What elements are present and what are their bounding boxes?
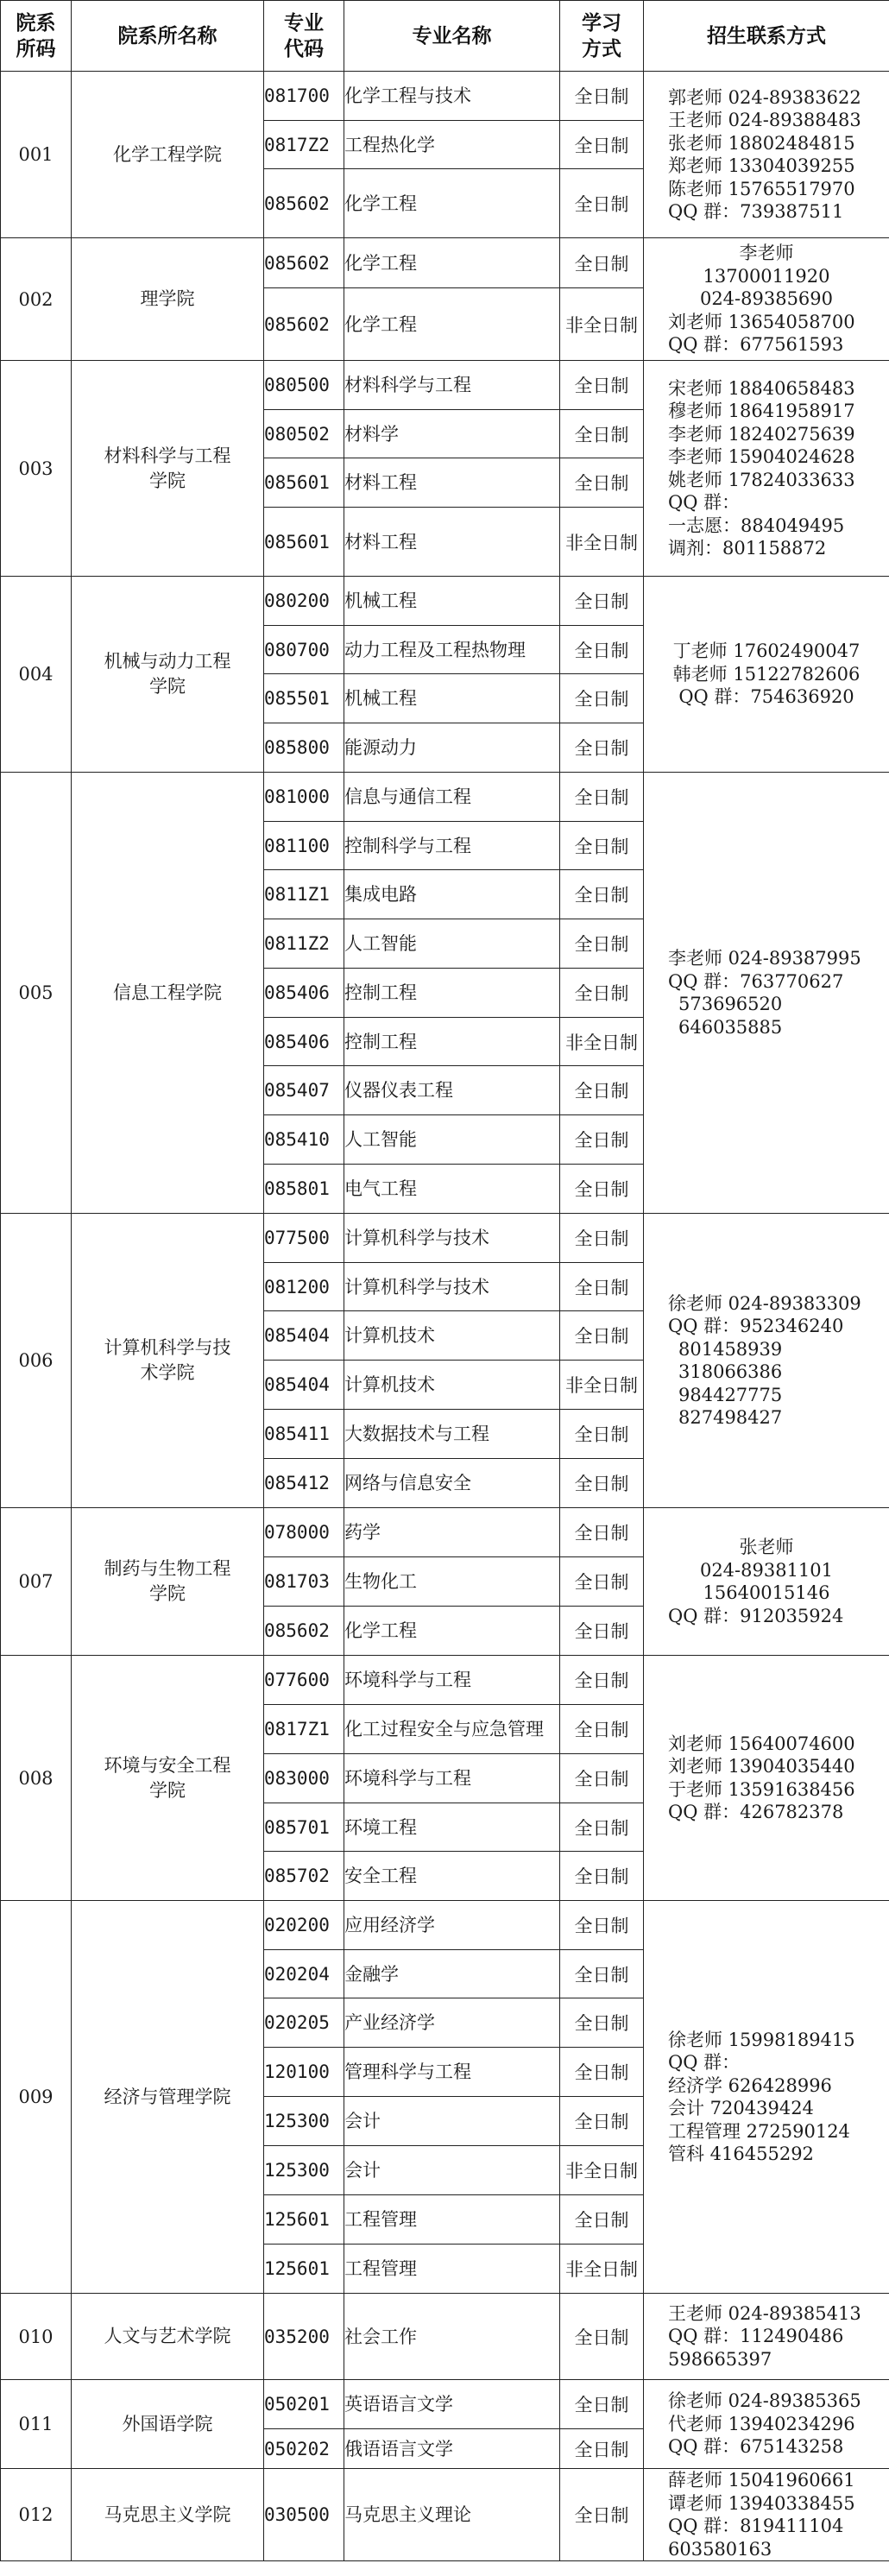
major-name: 人工智能 xyxy=(344,1115,560,1165)
contact-line: 一志愿：884049495 xyxy=(668,515,845,536)
major-code: 085501 xyxy=(264,674,344,723)
major-code: 020204 xyxy=(264,1950,344,1998)
major-code: 085404 xyxy=(264,1311,344,1361)
study-mode: 全日制 xyxy=(560,1656,644,1705)
study-mode: 全日制 xyxy=(560,2195,644,2245)
study-mode: 全日制 xyxy=(560,773,644,822)
major-name: 材料工程 xyxy=(344,508,560,577)
major-name: 大数据技术与工程 xyxy=(344,1410,560,1459)
contact-line: 646035885 xyxy=(678,1016,783,1038)
major-name: 材料科学与工程 xyxy=(344,361,560,410)
contact-info xyxy=(644,1508,889,1656)
contact-line: 13700011920 xyxy=(703,265,830,287)
major-code: 081200 xyxy=(264,1263,344,1311)
study-mode: 全日制 xyxy=(560,2429,644,2469)
contact-line: 徐老师 15998189415 xyxy=(668,2029,855,2050)
header-study-mode: 学习 方式 xyxy=(560,1,644,72)
major-name: 计算机技术 xyxy=(344,1311,560,1361)
contact-line: QQ 群：754636920 xyxy=(678,686,854,708)
major-name: 材料学 xyxy=(344,410,560,458)
contact-line: 刘老师 13654058700 xyxy=(668,311,855,332)
major-code: 081703 xyxy=(264,1557,344,1607)
dept-name: 化学工程学院 xyxy=(72,72,264,238)
major-code: 125601 xyxy=(264,2195,344,2245)
contact-line: 陈老师 15765517970 xyxy=(668,178,855,199)
major-code: 085404 xyxy=(264,1361,344,1410)
major-name: 计算机科学与技术 xyxy=(344,1214,560,1263)
study-mode: 全日制 xyxy=(560,1607,644,1656)
contact-line: 李老师 15904024628 xyxy=(668,446,855,467)
major-code: 050202 xyxy=(264,2429,344,2469)
contact-line: 于老师 13591638456 xyxy=(668,1778,855,1800)
major-name: 控制工程 xyxy=(344,969,560,1018)
study-mode: 全日制 xyxy=(560,919,644,969)
contact-info xyxy=(644,2294,889,2380)
major-name: 动力工程及工程热物理 xyxy=(344,626,560,674)
table-row xyxy=(1,72,889,121)
dept-name: 信息工程学院 xyxy=(72,773,264,1214)
major-name: 工程热化学 xyxy=(344,121,560,169)
major-code: 125300 xyxy=(264,2097,344,2146)
table-row xyxy=(1,2469,889,2561)
major-name: 仪器仪表工程 xyxy=(344,1066,560,1115)
table-row xyxy=(1,1901,889,1950)
major-name: 化学工程 xyxy=(344,169,560,238)
contact-line: QQ 群： xyxy=(668,2052,741,2073)
major-code: 0817Z2 xyxy=(264,121,344,169)
study-mode: 全日制 xyxy=(560,1115,644,1165)
study-mode: 全日制 xyxy=(560,1459,644,1508)
major-code: 085701 xyxy=(264,1803,344,1852)
major-name: 集成电路 xyxy=(344,870,560,919)
contact-line: 李老师 024-89387995 xyxy=(668,948,861,969)
contact-info xyxy=(644,361,889,577)
study-mode: 全日制 xyxy=(560,1066,644,1115)
study-mode: 非全日制 xyxy=(560,2245,644,2294)
contact-line: QQ 群：677561593 xyxy=(668,334,844,356)
contact-line: 李老师 xyxy=(739,243,794,264)
contact-info xyxy=(644,1656,889,1901)
major-name: 信息与通信工程 xyxy=(344,773,560,822)
major-name: 化学工程 xyxy=(344,1607,560,1656)
table-row xyxy=(1,2294,889,2380)
contact-info xyxy=(644,1901,889,2294)
contact-line: QQ 群：819411104 xyxy=(668,2516,844,2536)
study-mode: 全日制 xyxy=(560,2294,644,2380)
major-name: 化工过程安全与应急管理 xyxy=(344,1705,560,1754)
major-code: 077500 xyxy=(264,1214,344,1263)
dept-name: 制药与生物工程 学院 xyxy=(72,1508,264,1656)
major-code: 020200 xyxy=(264,1901,344,1950)
major-code: 078000 xyxy=(264,1508,344,1557)
major-name: 网络与信息安全 xyxy=(344,1459,560,1508)
contact-info xyxy=(644,2380,889,2469)
contact-line: 801458939 xyxy=(678,1338,783,1360)
contact-line: 李老师 18240275639 xyxy=(668,423,855,445)
contact-line: 郑老师 13304039255 xyxy=(668,155,855,176)
dept-code: 007 xyxy=(1,1508,72,1656)
dept-code: 010 xyxy=(1,2294,72,2380)
dept-code: 001 xyxy=(1,72,72,238)
major-name: 能源动力 xyxy=(344,723,560,773)
contact-line: 刘老师 15640074600 xyxy=(668,1733,855,1754)
major-code: 085406 xyxy=(264,969,344,1018)
dept-code: 011 xyxy=(1,2380,72,2469)
contact-line: 调剂：801158872 xyxy=(668,538,827,559)
major-name: 马克思主义理论 xyxy=(344,2469,560,2561)
dept-name: 计算机科学与技 术学院 xyxy=(72,1214,264,1508)
major-code: 081100 xyxy=(264,822,344,870)
major-code: 085412 xyxy=(264,1459,344,1508)
contact-line: 工程管理 272590124 xyxy=(668,2120,850,2142)
study-mode: 全日制 xyxy=(560,2469,644,2561)
major-name: 化学工程 xyxy=(344,288,560,361)
major-code: 085602 xyxy=(264,238,344,288)
dept-code: 009 xyxy=(1,1901,72,2294)
major-code: 125601 xyxy=(264,2245,344,2294)
study-mode: 全日制 xyxy=(560,2048,644,2097)
study-mode: 全日制 xyxy=(560,1803,644,1852)
table-row xyxy=(1,238,889,288)
dept-name: 马克思主义学院 xyxy=(72,2469,264,2561)
table-body xyxy=(1,72,889,2561)
dept-name: 理学院 xyxy=(72,238,264,361)
contact-line: 穆老师 18641958917 xyxy=(668,401,855,421)
study-mode: 全日制 xyxy=(560,1901,644,1950)
major-code: 0811Z2 xyxy=(264,919,344,969)
study-mode: 全日制 xyxy=(560,1311,644,1361)
major-name: 控制科学与工程 xyxy=(344,822,560,870)
major-name: 人工智能 xyxy=(344,919,560,969)
major-name: 金融学 xyxy=(344,1950,560,1998)
dept-name: 人文与艺术学院 xyxy=(72,2294,264,2380)
dept-name: 环境与安全工程 学院 xyxy=(72,1656,264,1901)
contact-line: 谭老师 13940338455 xyxy=(668,2492,855,2514)
table-row xyxy=(1,1656,889,1705)
dept-code: 002 xyxy=(1,238,72,361)
header-row xyxy=(1,1,889,72)
contact-line: 318066386 xyxy=(678,1361,783,1382)
table-row xyxy=(1,361,889,410)
major-name: 会计 xyxy=(344,2146,560,2195)
table-row xyxy=(1,773,889,822)
major-code: 085411 xyxy=(264,1410,344,1459)
study-mode: 全日制 xyxy=(560,822,644,870)
major-code: 085801 xyxy=(264,1165,344,1214)
study-mode: 全日制 xyxy=(560,1557,644,1607)
major-code: 085800 xyxy=(264,723,344,773)
contact-line: QQ 群：763770627 xyxy=(668,970,844,992)
study-mode: 全日制 xyxy=(560,1165,644,1214)
study-mode: 全日制 xyxy=(560,1410,644,1459)
major-name: 计算机科学与技术 xyxy=(344,1263,560,1311)
major-code: 050201 xyxy=(264,2380,344,2429)
major-code: 081000 xyxy=(264,773,344,822)
major-name: 英语语言文学 xyxy=(344,2380,560,2429)
header-major-code: 专业 代码 xyxy=(264,1,344,72)
major-name: 安全工程 xyxy=(344,1852,560,1901)
major-name: 应用经济学 xyxy=(344,1901,560,1950)
table-row xyxy=(1,577,889,626)
major-code: 077600 xyxy=(264,1656,344,1705)
dept-name: 外国语学院 xyxy=(72,2380,264,2469)
study-mode: 非全日制 xyxy=(560,2146,644,2195)
major-code: 085602 xyxy=(264,169,344,238)
contact-line: 薛老师 15041960661 xyxy=(668,2470,855,2491)
dept-name: 经济与管理学院 xyxy=(72,1901,264,2294)
table-row xyxy=(1,1214,889,1263)
major-code: 125300 xyxy=(264,2146,344,2195)
major-code: 080700 xyxy=(264,626,344,674)
study-mode: 全日制 xyxy=(560,723,644,773)
major-name: 工程管理 xyxy=(344,2245,560,2294)
study-mode: 全日制 xyxy=(560,1263,644,1311)
major-name: 材料工程 xyxy=(344,458,560,508)
dept-code: 008 xyxy=(1,1656,72,1901)
major-code: 085602 xyxy=(264,288,344,361)
major-code: 120100 xyxy=(264,2048,344,2097)
major-name: 化学工程 xyxy=(344,238,560,288)
major-name: 俄语语言文学 xyxy=(344,2429,560,2469)
study-mode: 全日制 xyxy=(560,969,644,1018)
major-code: 085407 xyxy=(264,1066,344,1115)
contact-line: QQ 群： xyxy=(668,492,741,513)
study-mode: 全日制 xyxy=(560,72,644,121)
contact-line: QQ 群：426782378 xyxy=(668,1802,844,1822)
study-mode: 全日制 xyxy=(560,626,644,674)
contact-line: 024-89385690 xyxy=(699,288,834,310)
contact-line: QQ 群：675143258 xyxy=(668,2436,844,2458)
major-code: 0811Z1 xyxy=(264,870,344,919)
contact-line: 姚老师 17824033633 xyxy=(668,469,855,490)
contact-line: 经济学 626428996 xyxy=(668,2074,832,2096)
study-mode: 非全日制 xyxy=(560,288,644,361)
study-mode: 全日制 xyxy=(560,1998,644,2048)
major-name: 化学工程与技术 xyxy=(344,72,560,121)
study-mode: 全日制 xyxy=(560,2380,644,2429)
major-name: 工程管理 xyxy=(344,2195,560,2245)
table-row xyxy=(1,1508,889,1557)
contact-line: 郭老师 024-89383622 xyxy=(668,86,861,108)
dept-code: 005 xyxy=(1,773,72,1214)
major-name: 会计 xyxy=(344,2097,560,2146)
major-name: 药学 xyxy=(344,1508,560,1557)
contact-line: 15640015146 xyxy=(703,1582,830,1603)
major-name: 计算机技术 xyxy=(344,1361,560,1410)
header-major-name: 专业名称 xyxy=(344,1,560,72)
major-name: 产业经济学 xyxy=(344,1998,560,2048)
contact-line: 韩老师 15122782606 xyxy=(672,663,861,685)
contact-line: QQ 群：739387511 xyxy=(668,201,844,222)
major-code: 080200 xyxy=(264,577,344,626)
study-mode: 全日制 xyxy=(560,361,644,410)
major-code: 085602 xyxy=(264,1607,344,1656)
major-code: 085702 xyxy=(264,1852,344,1901)
study-mode: 全日制 xyxy=(560,1508,644,1557)
study-mode: 全日制 xyxy=(560,1705,644,1754)
contact-line: 徐老师 024-89383309 xyxy=(668,1292,861,1314)
contact-line: 王老师 024-89385413 xyxy=(668,2302,861,2324)
major-code: 083000 xyxy=(264,1754,344,1803)
major-name: 生物化工 xyxy=(344,1557,560,1607)
study-mode: 全日制 xyxy=(560,870,644,919)
major-code: 085410 xyxy=(264,1115,344,1165)
major-name: 控制工程 xyxy=(344,1018,560,1066)
major-name: 社会工作 xyxy=(344,2294,560,2380)
contact-line: 598665397 xyxy=(668,2348,772,2370)
major-name: 机械工程 xyxy=(344,577,560,626)
contact-line: QQ 群：912035924 xyxy=(668,1605,844,1626)
contact-line: 张老师 18802484815 xyxy=(668,132,855,154)
dept-name: 机械与动力工程 学院 xyxy=(72,577,264,773)
contact-line: 张老师 xyxy=(739,1537,794,1557)
contact-info xyxy=(644,577,889,773)
contact-line: 刘老师 13904035440 xyxy=(668,1756,855,1777)
major-code: 030500 xyxy=(264,2469,344,2561)
study-mode: 全日制 xyxy=(560,2097,644,2146)
major-code: 035200 xyxy=(264,2294,344,2380)
major-name: 环境科学与工程 xyxy=(344,1656,560,1705)
contact-line: 024-89381101 xyxy=(699,1559,834,1581)
study-mode: 全日制 xyxy=(560,1950,644,1998)
study-mode: 全日制 xyxy=(560,577,644,626)
contact-line: 宋老师 18840658483 xyxy=(668,377,855,399)
major-code: 080500 xyxy=(264,361,344,410)
contact-line: QQ 群：952346240 xyxy=(668,1316,844,1336)
table-row xyxy=(1,2380,889,2429)
study-mode: 非全日制 xyxy=(560,1018,644,1066)
major-code: 085601 xyxy=(264,458,344,508)
major-name: 电气工程 xyxy=(344,1165,560,1214)
contact-line: 管科 416455292 xyxy=(668,2144,814,2164)
contact-line: QQ 群：112490486 xyxy=(668,2326,844,2347)
major-name: 管理科学与工程 xyxy=(344,2048,560,2097)
major-name: 环境工程 xyxy=(344,1803,560,1852)
study-mode: 全日制 xyxy=(560,1214,644,1263)
header-dept-name: 院系所名称 xyxy=(72,1,264,72)
contact-info xyxy=(644,238,889,361)
study-mode: 全日制 xyxy=(560,1852,644,1901)
contact-line: 丁老师 17602490047 xyxy=(672,641,861,662)
contact-line: 573696520 xyxy=(678,994,783,1014)
contact-info xyxy=(644,773,889,1214)
contact-line: 王老师 024-89388483 xyxy=(668,110,861,130)
contact-line: 827498427 xyxy=(678,1407,783,1428)
major-code: 080502 xyxy=(264,410,344,458)
major-code: 085601 xyxy=(264,508,344,577)
study-mode: 全日制 xyxy=(560,410,644,458)
major-code: 020205 xyxy=(264,1998,344,2048)
contact-line: 代老师 13940234296 xyxy=(668,2413,855,2434)
header-dept-code: 院系 所码 xyxy=(1,1,72,72)
major-code: 085406 xyxy=(264,1018,344,1066)
dept-code: 004 xyxy=(1,577,72,773)
dept-code: 006 xyxy=(1,1214,72,1508)
study-mode: 全日制 xyxy=(560,1754,644,1803)
major-name: 机械工程 xyxy=(344,674,560,723)
contact-info xyxy=(644,72,889,238)
major-code: 0817Z1 xyxy=(264,1705,344,1754)
contact-info xyxy=(644,1214,889,1508)
study-mode: 全日制 xyxy=(560,458,644,508)
dept-name: 材料科学与工程 学院 xyxy=(72,361,264,577)
contact-line: 603580163 xyxy=(668,2538,772,2560)
study-mode: 全日制 xyxy=(560,169,644,238)
study-mode: 非全日制 xyxy=(560,1361,644,1410)
dept-code: 012 xyxy=(1,2469,72,2561)
study-mode: 全日制 xyxy=(560,121,644,169)
contact-line: 984427775 xyxy=(678,1384,783,1405)
dept-code: 003 xyxy=(1,361,72,577)
contact-line: 徐老师 024-89385365 xyxy=(668,2390,861,2412)
major-code: 081700 xyxy=(264,72,344,121)
header-contact: 招生联系方式 xyxy=(644,1,889,72)
study-mode: 全日制 xyxy=(560,238,644,288)
study-mode: 全日制 xyxy=(560,674,644,723)
major-name: 环境科学与工程 xyxy=(344,1754,560,1803)
study-mode: 非全日制 xyxy=(560,508,644,577)
contact-line: 会计 720439424 xyxy=(668,2098,814,2118)
contact-info xyxy=(644,2469,889,2561)
